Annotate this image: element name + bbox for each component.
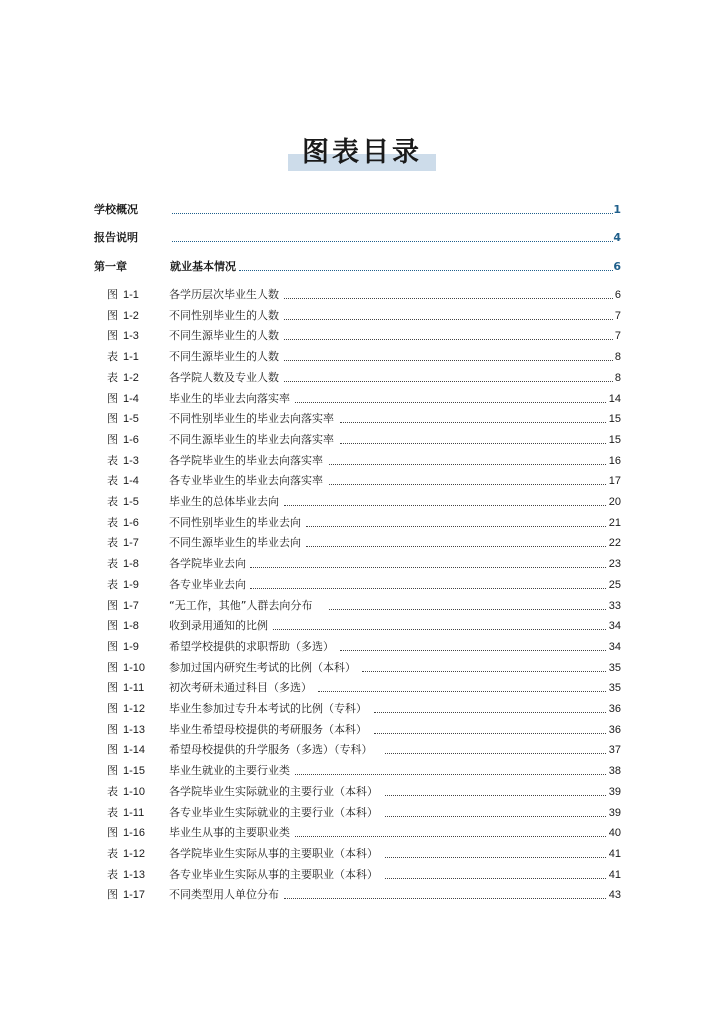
toc-page-number: 37 (608, 744, 621, 757)
toc-figure-row[interactable] (0, 596, 724, 616)
toc-page-number: 43 (608, 889, 621, 902)
toc-entry-title: “无工作，其他”人群去向分布 (169, 598, 313, 612)
toc-table-row[interactable] (0, 492, 724, 512)
dot-leader (385, 857, 606, 858)
dot-leader (329, 484, 606, 485)
toc-table-row[interactable] (0, 471, 724, 491)
toc-entry-num: 1-7 (123, 537, 139, 550)
toc-entry-number (107, 740, 145, 760)
dot-leader (239, 270, 613, 271)
dot-leader (250, 567, 606, 568)
toc-entry-kind: 表 (107, 350, 118, 364)
toc-entry-title: 不同类型用人单位分布 (169, 888, 279, 902)
toc-entry-title: 各专业毕业生实际就业的主要行业（本科） (169, 805, 378, 819)
toc-section-name: 就业基本情况 (170, 260, 236, 273)
toc-entry-num: 1-10 (123, 661, 146, 674)
toc-entry-kind: 表 (107, 536, 118, 550)
toc-entry-kind: 表 (107, 453, 118, 467)
toc-entry-number (107, 596, 139, 616)
toc-table-row[interactable] (0, 513, 724, 533)
toc-page-number: 20 (608, 496, 621, 508)
toc-figure-row[interactable] (0, 409, 724, 429)
toc-page-number: 16 (608, 454, 621, 467)
toc-entry-title: 不同生源毕业生的人数 (169, 329, 279, 343)
toc-table-row[interactable] (0, 554, 724, 574)
toc-entry-title: 不同生源毕业生的毕业去向 (169, 536, 301, 550)
toc-entry-number (107, 803, 144, 823)
toc-entry-number (107, 761, 145, 781)
toc-entry-title: 初次考研未通过科目（多选） (169, 681, 312, 695)
toc-entry-kind: 表 (107, 370, 118, 384)
toc-entry-num: 1-17 (123, 889, 146, 902)
toc-page-number: 21 (608, 516, 621, 529)
toc-entry-kind: 图 (107, 412, 118, 426)
dot-leader (284, 505, 606, 506)
toc-entry-kind: 表 (107, 867, 118, 881)
toc-entry-number (107, 533, 139, 553)
dot-leader (374, 712, 606, 713)
toc-entry-kind: 图 (107, 743, 118, 757)
toc-page-number: 7 (614, 309, 621, 322)
dot-leader (318, 691, 606, 692)
toc-entry-num: 1-1 (123, 351, 139, 364)
toc-page-number: 4 (613, 231, 621, 244)
toc-entry-num: 1-1 (123, 289, 139, 301)
toc-entry-title: 各学历层次毕业生人数 (169, 288, 279, 301)
toc-entry-num: 1-10 (123, 785, 146, 798)
toc-entry-kind: 表 (107, 557, 118, 571)
toc-entry-title: 毕业生希望母校提供的考研服务（本科） (169, 722, 367, 736)
toc-entry-num: 1-16 (123, 827, 146, 840)
toc-entry-kind: 图 (107, 432, 118, 446)
toc-entry-title: 毕业生的毕业去向落实率 (169, 391, 290, 405)
page-title-text: 图表目录 (302, 137, 422, 168)
dot-leader (250, 588, 606, 589)
toc-figure-row[interactable] (0, 389, 724, 409)
toc-entry-number (107, 554, 139, 574)
toc-entry-number (107, 306, 139, 326)
toc-entry-num: 1-12 (123, 847, 146, 860)
toc-page-number: 8 (614, 351, 621, 364)
toc-entry-number (107, 409, 139, 429)
dot-leader (172, 241, 613, 242)
toc-entry-number (107, 513, 139, 533)
toc-page-number: 41 (608, 868, 621, 881)
toc-entry-kind: 图 (107, 826, 118, 840)
toc-table-row[interactable] (0, 451, 724, 471)
toc-entry-kind: 图 (107, 619, 118, 633)
toc-figure-row[interactable] (0, 658, 724, 678)
toc-entry-number (107, 347, 139, 367)
toc-entry-title: 不同生源毕业生的人数 (169, 350, 279, 364)
toc-figure-row[interactable] (0, 823, 724, 843)
toc-entry-kind: 图 (107, 598, 118, 612)
toc-page-number: 33 (608, 599, 621, 612)
toc-entry-kind: 表 (107, 577, 118, 591)
toc-entry-kind: 图 (107, 329, 118, 343)
toc-entry-number (107, 782, 145, 802)
toc-entry-title: 不同性别毕业生的毕业去向落实率 (169, 412, 334, 426)
toc-page-number: 7 (614, 330, 621, 343)
toc-entry-title: 各学院毕业生实际从事的主要职业（本科） (169, 846, 378, 860)
toc-page-number: 25 (608, 578, 621, 591)
dot-leader (284, 381, 613, 382)
toc-page-number: 6 (614, 289, 621, 301)
dot-leader (284, 360, 613, 361)
toc-entry-num: 1-12 (123, 703, 146, 715)
toc-page-number: 15 (608, 433, 621, 446)
toc-entry-num: 1-7 (123, 599, 139, 612)
toc-entry-num: 1-3 (123, 454, 139, 467)
toc-table-row[interactable] (0, 803, 724, 823)
dot-leader (340, 422, 606, 423)
toc-entry-kind: 表 (107, 846, 118, 860)
toc-figure-row[interactable] (0, 306, 724, 326)
toc-entry-kind: 表 (107, 474, 118, 488)
dot-leader (385, 878, 606, 879)
toc-entry-title: 各学院毕业去向 (169, 557, 246, 571)
toc-page-number: 15 (608, 413, 621, 426)
toc-entry-num: 1-4 (123, 475, 139, 488)
page-title (288, 136, 436, 170)
toc-page-number: 14 (608, 392, 621, 405)
dot-leader (284, 898, 606, 899)
dot-leader (362, 671, 606, 672)
toc-entry-kind: 图 (107, 888, 118, 902)
toc-entry-number (107, 720, 145, 740)
toc-page-number: 8 (614, 371, 621, 384)
toc-entry-title: 各专业毕业去向 (169, 577, 246, 591)
toc-entry-title: 收到录用通知的比例 (169, 619, 268, 633)
toc-entry-number (107, 844, 145, 864)
toc-page-number: 17 (608, 475, 621, 488)
dot-leader (273, 629, 606, 630)
toc-entry-num: 1-5 (123, 413, 139, 426)
dot-leader (374, 733, 606, 734)
toc-figure-row[interactable] (0, 430, 724, 450)
toc-table-row[interactable] (0, 533, 724, 553)
toc-entry-kind: 表 (107, 805, 118, 819)
toc-entry-title: 各专业毕业生的毕业去向落实率 (169, 474, 323, 488)
toc-entry-title: 参加过国内研究生考试的比例（本科） (169, 660, 356, 674)
toc-page-number: 35 (608, 661, 621, 674)
toc-entry-kind: 图 (107, 764, 118, 778)
toc-page-number: 35 (608, 682, 621, 695)
dot-leader (172, 213, 613, 214)
toc-entry-num: 1-15 (123, 765, 146, 778)
dot-leader (385, 816, 606, 817)
dot-leader (329, 609, 606, 610)
toc-entry-number (107, 368, 139, 388)
dot-leader (306, 526, 606, 527)
toc-entry-title: 不同性别毕业生的人数 (169, 308, 279, 322)
toc-page-number: 41 (608, 847, 621, 860)
toc-entry-title: 希望母校提供的升学服务（多选）（专科） (169, 743, 373, 757)
toc-entry-num: 1-6 (123, 516, 139, 529)
toc-entry-num: 1-11 (123, 682, 145, 695)
toc-figure-row[interactable] (0, 885, 724, 905)
toc-entry-title: 毕业生的总体毕业去向 (169, 495, 279, 508)
toc-entry-num: 1-13 (123, 723, 146, 736)
toc-entry-title: 各学院毕业生实际就业的主要行业（本科） (169, 784, 378, 798)
toc-entry-number (107, 658, 145, 678)
toc-entry-kind: 图 (107, 702, 118, 715)
toc-entry-kind: 图 (107, 308, 118, 322)
toc-entry-number (107, 616, 139, 636)
toc-page-number: 22 (608, 537, 621, 550)
title-block (0, 136, 724, 170)
dot-leader (340, 650, 606, 651)
toc-entry-number (107, 678, 144, 698)
toc-entry-number (107, 699, 145, 719)
toc-entry-kind: 表 (107, 784, 118, 798)
dot-leader (284, 339, 613, 340)
toc-entry-title: 毕业生参加过专升本考试的比例（专科） (169, 702, 367, 715)
toc-entry-title: 不同性别毕业生的毕业去向 (169, 515, 301, 529)
toc-figure-row[interactable] (0, 326, 724, 346)
toc-page-number: 1 (613, 203, 621, 216)
dot-leader (385, 795, 606, 796)
toc-entry-number (107, 865, 145, 885)
toc-page-number: 39 (608, 785, 621, 798)
toc-entry-kind: 图 (107, 288, 118, 301)
toc-section-row[interactable] (0, 200, 724, 220)
toc-entry-title: 各学院人数及专业人数 (169, 370, 279, 384)
toc-entry-kind: 图 (107, 639, 118, 653)
toc-entry-number (107, 326, 139, 346)
toc-table-row[interactable] (0, 575, 724, 595)
toc-entry-kind: 表 (107, 495, 118, 508)
toc-section-row[interactable] (0, 228, 724, 248)
toc-page-number: 36 (608, 723, 621, 736)
toc-entry-kind: 图 (107, 391, 118, 405)
toc-entry-number (107, 575, 139, 595)
toc-section-label: 学校概况 (94, 203, 138, 216)
toc-entry-title: 各学院毕业生的毕业去向落实率 (169, 453, 323, 467)
toc-entry-title: 不同生源毕业生的毕业去向落实率 (169, 432, 334, 446)
toc-page-number: 40 (608, 827, 621, 840)
toc-table-row[interactable] (0, 865, 724, 885)
toc-entry-number (107, 285, 139, 305)
toc-page-number: 36 (608, 703, 621, 715)
dot-leader (385, 753, 606, 754)
toc-entry-kind: 表 (107, 515, 118, 529)
toc-entry-number (107, 430, 139, 450)
toc-entry-num: 1-6 (123, 433, 139, 446)
toc-page-number: 34 (608, 640, 621, 653)
toc-entry-title: 毕业生从事的主要职业类 (169, 826, 290, 840)
toc-entry-number (107, 885, 145, 905)
toc-entry-num: 1-2 (123, 371, 139, 384)
toc-table-row[interactable] (0, 782, 724, 802)
toc-entry-num: 1-9 (123, 578, 139, 591)
toc-figure-row[interactable] (0, 678, 724, 698)
toc-figure-row[interactable] (0, 637, 724, 657)
toc-table-row[interactable] (0, 844, 724, 864)
toc-entry-title: 各专业毕业生实际从事的主要职业（本科） (169, 867, 378, 881)
toc-table-row[interactable] (0, 347, 724, 367)
toc-entry-number (107, 823, 145, 843)
toc-page-number: 6 (613, 260, 621, 273)
dot-leader (306, 546, 606, 547)
toc-entry-kind: 图 (107, 722, 118, 736)
toc-entry-num: 1-8 (123, 620, 139, 633)
toc-entry-num: 1-3 (123, 330, 139, 343)
dot-leader (329, 464, 606, 465)
dot-leader (284, 319, 613, 320)
toc-entry-kind: 图 (107, 681, 118, 695)
toc-entry-number (107, 389, 139, 409)
toc-entry-num: 1-13 (123, 868, 146, 881)
toc-entry-number (107, 471, 139, 491)
toc-page-number: 39 (608, 806, 621, 819)
dot-leader (295, 836, 606, 837)
toc-section-row[interactable] (0, 257, 724, 277)
toc-entry-num: 1-14 (123, 744, 146, 757)
toc-entry-kind: 图 (107, 660, 118, 674)
toc-entry-num: 1-2 (123, 309, 139, 322)
toc-figure-row[interactable] (0, 720, 724, 740)
toc-entry-number (107, 637, 139, 657)
toc-table-row[interactable] (0, 368, 724, 388)
dot-leader (295, 774, 606, 775)
toc-entry-num: 1-4 (123, 392, 139, 405)
toc-entry-num: 1-5 (123, 496, 139, 508)
dot-leader (284, 298, 613, 299)
toc-entry-number (107, 451, 139, 471)
toc-section-label: 报告说明 (94, 231, 138, 244)
toc-entry-num: 1-8 (123, 558, 139, 571)
toc-figure-row[interactable] (0, 285, 724, 305)
toc-page-number: 23 (608, 558, 621, 571)
toc-figure-row[interactable] (0, 616, 724, 636)
toc-figure-row[interactable] (0, 699, 724, 719)
dot-leader (340, 443, 606, 444)
toc-figure-row[interactable] (0, 740, 724, 760)
toc-page-number: 38 (608, 765, 621, 778)
toc-entry-title: 毕业生就业的主要行业类 (169, 764, 290, 778)
toc-figure-row[interactable] (0, 761, 724, 781)
toc-entry-title: 希望学校提供的求职帮助（多选） (169, 639, 334, 653)
toc-page-number: 34 (608, 620, 621, 633)
dot-leader (295, 402, 606, 403)
toc-entry-number (107, 492, 139, 512)
toc-section-label: 第一章 (94, 260, 127, 273)
toc-entry-num: 1-9 (123, 640, 139, 653)
toc-entry-num: 1-11 (123, 806, 145, 819)
